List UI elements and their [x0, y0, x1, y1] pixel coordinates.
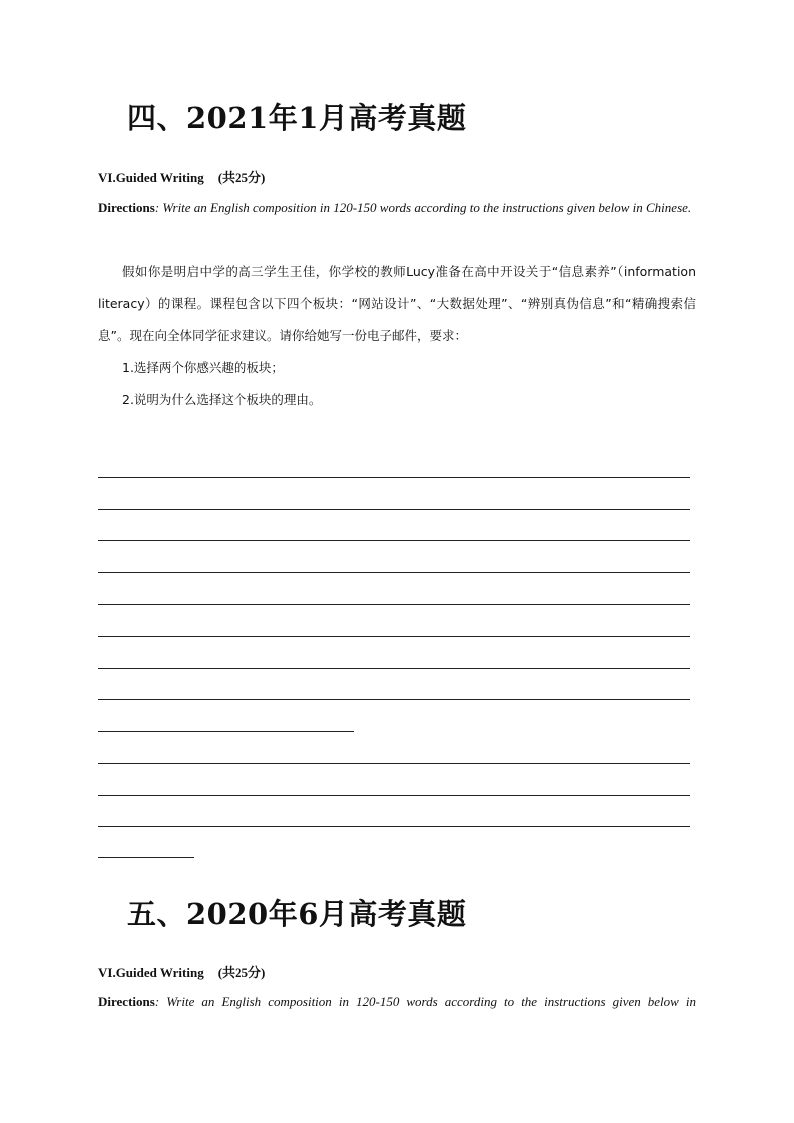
- directions-label: Directions: [98, 994, 155, 1009]
- section-heading-2021-jan: 四、2021年1月高考真题: [127, 101, 467, 135]
- writing-line-short[interactable]: [98, 857, 194, 858]
- section-points: (共25分): [217, 170, 266, 185]
- section-title-label: VI.Guided Writing: [98, 965, 204, 980]
- prompt-paragraph: 假如你是明启中学的高三学生王佳，你学校的教师Lucy准备在高中开设关于“信息素养”（information literacy）的课程。课程包含以下四个板块：“网站设计”、“大数据处理”、“辨别真伪信息”和“精确搜索信息”。现在向全体同学征求建议。请你给她写一份电子邮件，要求：: [98, 264, 696, 343]
- writing-prompt: [98, 256, 696, 416]
- section-title: [98, 167, 265, 186]
- writing-line[interactable]: [98, 509, 690, 510]
- directions-text: : Write an English composition in 120-150 words according to the instructions given below in: [154, 994, 696, 1009]
- section-title-label: VI.Guided Writing: [98, 170, 204, 185]
- writing-line[interactable]: [98, 572, 690, 573]
- writing-line[interactable]: [98, 826, 690, 827]
- directions-label: Directions: [98, 200, 155, 215]
- requirement-1: 1.选择两个你感兴趣的板块；: [122, 360, 284, 375]
- writing-line[interactable]: [98, 795, 690, 796]
- writing-line[interactable]: [98, 540, 690, 541]
- section-heading-2020-jun: 五、2020年6月高考真题: [127, 897, 467, 931]
- writing-line[interactable]: [98, 636, 690, 637]
- writing-line[interactable]: [98, 668, 690, 669]
- writing-line[interactable]: [98, 763, 690, 764]
- section-points: (共25分): [217, 965, 266, 980]
- directions-text: : Write an English composition in 120-150 words according to the instructions given below in Chinese.: [154, 200, 692, 215]
- section-title: [98, 962, 265, 981]
- requirement-2: 2.说明为什么选择这个板块的理由。: [122, 392, 322, 407]
- directions: [98, 192, 696, 223]
- writing-line[interactable]: [98, 604, 690, 605]
- directions: [98, 986, 696, 1017]
- writing-line[interactable]: [98, 699, 690, 700]
- writing-line-short[interactable]: [98, 731, 354, 732]
- writing-line[interactable]: [98, 477, 690, 478]
